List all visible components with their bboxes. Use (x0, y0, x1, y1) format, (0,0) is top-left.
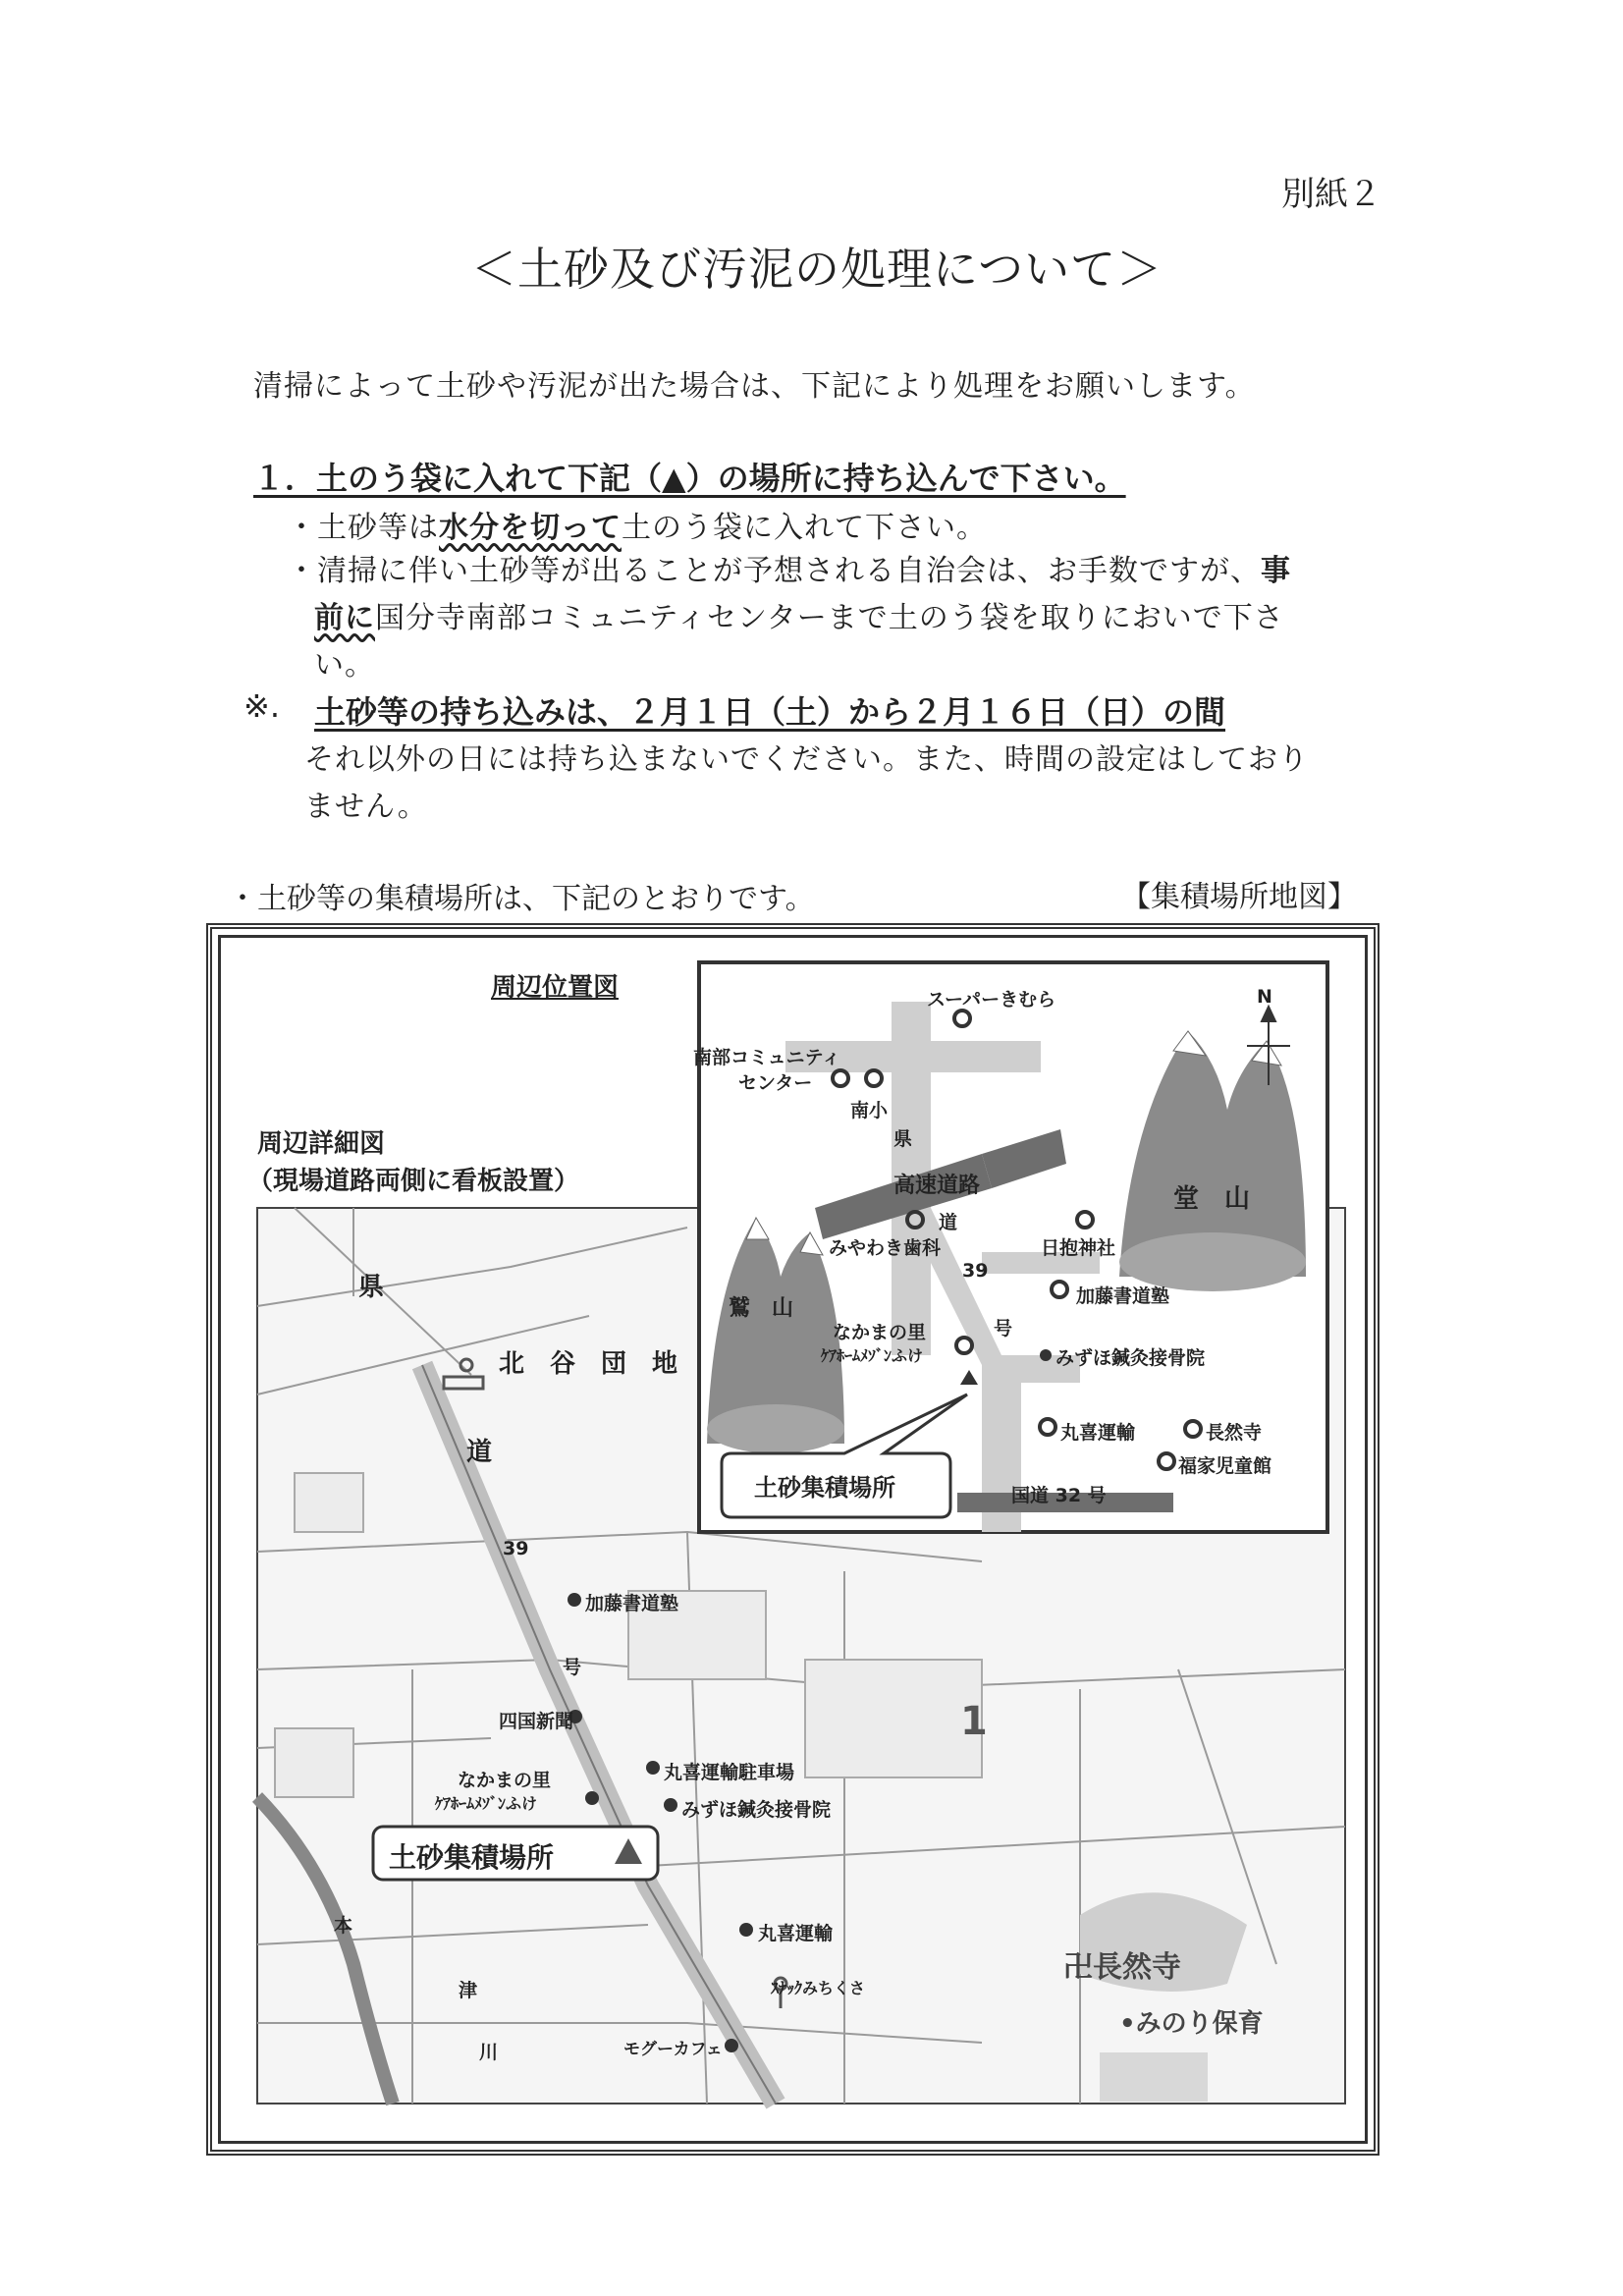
section1-heading: １．土のう袋に入れて下記（▲）の場所に持ち込んで下さい。 (253, 460, 1126, 497)
annex-label: 別紙２ (1281, 175, 1381, 214)
bullet-drain-water: ・土砂等は水分を切って土のう袋に入れて下さい。 (287, 511, 987, 545)
dt-cafe: モグーカフェ (623, 2040, 723, 2059)
dt-road-1: 道 (466, 1438, 493, 1467)
list-intro: ・土砂等の集積場所は、下記のとおりです。 (228, 882, 815, 916)
ov-pref-2: 道 (939, 1212, 958, 1233)
note-line3: ません。 (304, 790, 428, 824)
note-line2: それ以外の日には持ち込まないでください。また、時間の設定はしており (304, 742, 1309, 777)
dt-road-2: 39 (503, 1538, 529, 1559)
detail-title: 周辺詳細図 (257, 1129, 386, 1159)
ov-community2: センター (738, 1072, 813, 1094)
dt-shikoku: 四国新聞 (499, 1711, 574, 1732)
dt-snack: ｽﾅｯｸみちくさ (771, 1979, 866, 1997)
ov-mizuho: みずほ鍼灸接骨院 (1055, 1347, 1206, 1369)
ov-national-road: 国道 32 号 (1011, 1485, 1107, 1506)
dt-river-3: 川 (479, 2042, 499, 2063)
ov-community1: 南部コミュニティ (693, 1047, 841, 1068)
dt-area-numeral: 1 (960, 1699, 988, 1744)
dt-mizuho: みずほ鍼灸接骨院 (681, 1799, 832, 1821)
dt-calligraphy: 加藤書道塾 (585, 1593, 679, 1614)
ov-shrine: 日抱神社 (1041, 1237, 1116, 1259)
dt-site-label: 土砂集積場所 (389, 1841, 555, 1874)
ov-calligraphy: 加藤書道塾 (1076, 1285, 1170, 1307)
dt-nakama1: なかまの里 (458, 1770, 552, 1791)
ov-chozenji: 長然寺 (1206, 1422, 1263, 1444)
ov-mountain-right: 堂 山 (1173, 1184, 1251, 1214)
bullet-bags-line2: 前に国分寺南部コミュニティセンターまで土のう袋を取りにおいで下さ (314, 601, 1284, 635)
dt-pref: 県 (358, 1273, 385, 1302)
ov-maruki: 丸喜運輸 (1060, 1422, 1136, 1444)
dt-danchi: 北 谷 団 地 (499, 1349, 678, 1379)
bullet-bags-line3: い。 (314, 648, 375, 683)
dt-nursery: •みのり保育 (1119, 2009, 1264, 2039)
dt-temple: 卍長然寺 (1063, 1950, 1181, 1985)
dt-maruki: 丸喜運輸 (758, 1923, 834, 1944)
ov-compass-n: N (1257, 986, 1272, 1008)
ov-dental: みやわき歯科 (829, 1237, 942, 1259)
dt-nakama2: ｹｱﾎｰﾑﾒｿﾞﾝふけ (435, 1794, 538, 1813)
bullet-bags-line1: ・清掃に伴い土砂等が出ることが予想される自治会は、お手数ですが、事 (287, 554, 1291, 588)
note-period: 土砂等の持ち込みは、２月１日（土）から２月１６日（日）の間 (314, 693, 1226, 731)
ov-nakama2: ｹｱﾎｰﾑﾒｿﾞﾝふけ (821, 1346, 924, 1365)
detail-subtitle: （現場道路両側に看板設置） (247, 1167, 580, 1196)
dt-maruki-parking: 丸喜運輸駐車場 (664, 1762, 795, 1783)
ov-pref-1: 県 (893, 1128, 913, 1150)
ov-supermarket: スーパーきむら (927, 989, 1056, 1011)
dt-road-3: 号 (563, 1657, 582, 1678)
map-legend-title: 【集積場所地図】 (1121, 880, 1357, 914)
overview-title: 周辺位置図 (491, 973, 620, 1003)
note-mark: ※. (243, 687, 280, 725)
ov-pref-4: 号 (994, 1318, 1013, 1339)
dt-river-1: 本 (334, 1915, 353, 1937)
ov-pref-3: 39 (962, 1260, 989, 1282)
intro-text: 清掃によって土砂や汚泥が出た場合は、下記により処理をお願いします。 (253, 369, 1256, 404)
ov-expressway: 高速道路 (893, 1174, 981, 1198)
page-title: ＜土砂及び汚泥の処理について＞ (471, 243, 1163, 296)
ov-nakama1: なかまの里 (833, 1322, 927, 1343)
ov-school: 南小 (850, 1100, 889, 1121)
ov-mountain-left: 鷲 山 (729, 1296, 794, 1321)
dt-river-2: 津 (459, 1980, 478, 2001)
ov-site-label: 土砂集積場所 (754, 1474, 895, 1502)
ov-fukuie: 福家児童館 (1178, 1455, 1272, 1477)
